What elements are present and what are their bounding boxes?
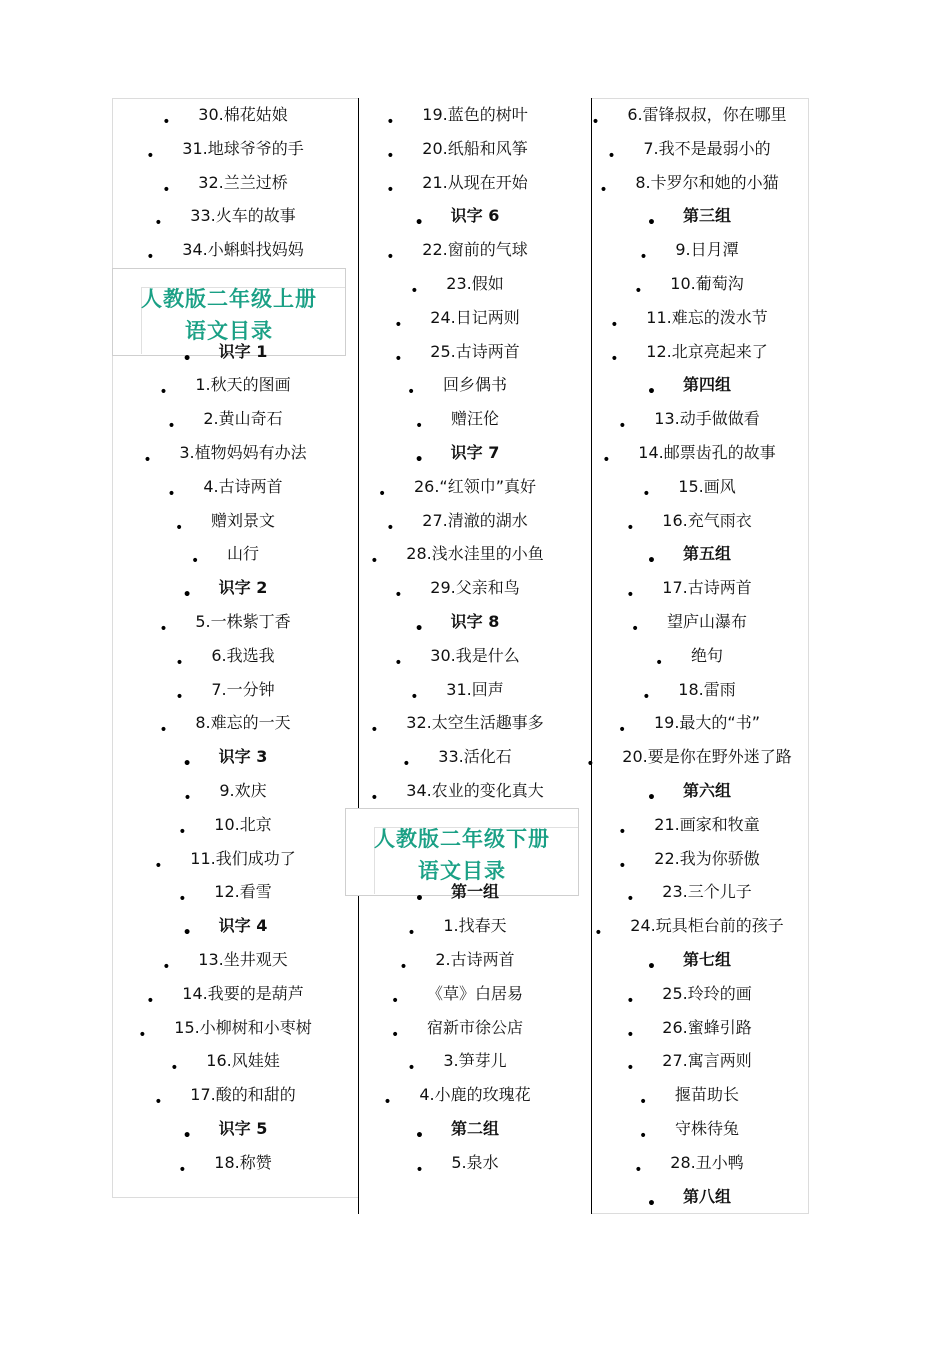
list-item-text: • 23.假如: [446, 274, 503, 293]
list-item: [360, 504, 590, 538]
list-item: [128, 1146, 358, 1180]
list-item-text: • 26.蜜蜂引路: [662, 1018, 751, 1037]
list-item-text: • 宿新市徐公店: [427, 1018, 523, 1037]
list-item-text: • 11.难忘的泼水节: [646, 308, 767, 327]
section-heading: [592, 199, 822, 233]
list-item-text: • 18.称赞: [214, 1153, 271, 1172]
list-item-text: • 8.卡罗尔和她的小猫: [635, 173, 778, 192]
section-heading: [360, 436, 590, 470]
list-item: [128, 673, 358, 707]
section-heading-text: • 识字 3: [219, 747, 268, 766]
list-item: [592, 504, 822, 538]
list-item-text: • 15.小柳树和小枣树: [174, 1018, 311, 1037]
section-heading: [128, 1112, 358, 1146]
list-item: [592, 571, 822, 605]
list-item-text: • 32.兰兰过桥: [198, 173, 287, 192]
section-heading-text: • 第六组: [683, 781, 731, 800]
list-item-text: • 17.酸的和甜的: [190, 1085, 295, 1104]
list-item: [128, 639, 358, 673]
list-item-text: • 22.我为你骄傲: [654, 849, 759, 868]
list-item: [592, 875, 822, 909]
list-item: [128, 436, 358, 470]
list-item: [592, 233, 822, 267]
section-heading-text: • 识字 7: [451, 443, 500, 462]
list-item: [592, 1011, 822, 1045]
column-divider-1: [358, 98, 359, 1214]
list-item: [592, 605, 822, 639]
list-item-text: • 19.最大的“书”: [654, 713, 760, 732]
list-item-text: • 28.丑小鸭: [670, 1153, 743, 1172]
section-heading-text: • 识字 2: [219, 578, 268, 597]
list-item-text: • 13.动手做做看: [654, 409, 759, 428]
list-item-text: • 11.我们成功了: [190, 849, 295, 868]
section-heading: [592, 943, 822, 977]
list-item-text: • 34.农业的变化真大: [406, 781, 543, 800]
lower-volume-title-line1: 人教版二年级下册: [374, 827, 550, 851]
list-item: [360, 1011, 590, 1045]
section-heading-text: • 第三组: [683, 206, 731, 225]
list-item: [360, 1146, 590, 1180]
list-item: [360, 639, 590, 673]
list-item-text: • 21.从现在开始: [422, 173, 527, 192]
list-item-text: • 8.难忘的一天: [195, 713, 290, 732]
list-item: [360, 98, 590, 132]
list-item-text: • 6.我选我: [211, 646, 274, 665]
list-item-text: • 4.小鹿的玫瑰花: [419, 1085, 530, 1104]
list-item-text: • 回乡偶书: [443, 375, 507, 394]
list-item-text: • 34.小蝌蚪找妈妈: [182, 240, 303, 259]
list-item-text: • 30.棉花姑娘: [198, 105, 287, 124]
list-item-text: • 32.太空生活趣事多: [406, 713, 543, 732]
list-item: [128, 875, 358, 909]
list-item: [128, 943, 358, 977]
list-item-text: • 19.蓝色的树叶: [422, 105, 527, 124]
list-item-text: • 6.雷锋叔叔，你在哪里: [627, 105, 786, 124]
list-item: [360, 537, 590, 571]
list-item-text: • 13.坐井观天: [198, 950, 287, 969]
list-item: [360, 166, 590, 200]
list-item-text: • 5.泉水: [451, 1153, 498, 1172]
list-item-text: • 3.笋芽儿: [443, 1051, 506, 1070]
section-heading-text: • 第四组: [683, 375, 731, 394]
list-item: [360, 470, 590, 504]
list-item-text: • 4.古诗两首: [203, 477, 282, 496]
list-item: [360, 706, 590, 740]
section-heading: [592, 537, 822, 571]
section-heading: [360, 1112, 590, 1146]
list-item-text: • 29.父亲和鸟: [430, 578, 519, 597]
list-item: [592, 267, 822, 301]
list-item-text: • 16.风娃娃: [206, 1051, 279, 1070]
section-heading-text: • 识字 5: [219, 1119, 268, 1138]
list-item-text: • 7.我不是最弱小的: [643, 139, 770, 158]
list-item: [128, 1078, 358, 1112]
list-item-text: • 16.充气雨衣: [662, 511, 751, 530]
list-item: [128, 470, 358, 504]
upper-volume-title-line1: 人教版二年级上册: [141, 287, 317, 311]
list-item-text: • 15.画风: [678, 477, 735, 496]
list-item: [360, 301, 590, 335]
list-item-text: • 10.葡萄沟: [670, 274, 743, 293]
list-item-text: • 21.画家和牧童: [654, 815, 759, 834]
upper-volume-title-line2: 语文目录: [185, 319, 273, 343]
list-item: [128, 402, 358, 436]
list-item-text: • 10.北京: [214, 815, 271, 834]
section-heading: [592, 774, 822, 808]
list-item-text: • 赠刘景文: [211, 511, 275, 530]
list-item: [592, 98, 822, 132]
list-item-text: • 28.浅水洼里的小鱼: [406, 544, 543, 563]
section-heading: [360, 605, 590, 639]
list-item-text: • 25.玲玲的画: [662, 984, 751, 1003]
list-item: [360, 335, 590, 369]
list-item-text: • 3.植物妈妈有办法: [179, 443, 306, 462]
list-item: [128, 504, 358, 538]
list-item: [592, 740, 822, 774]
list-item: [360, 774, 590, 808]
list-item-text: • 23.三个儿子: [662, 882, 751, 901]
list-item-text: • 赠汪伦: [451, 409, 499, 428]
section-heading: [360, 875, 590, 909]
list-item-text: • 33.火车的故事: [190, 206, 295, 225]
section-heading: [128, 335, 358, 369]
list-item-text: • 31.回声: [446, 680, 503, 699]
list-item: [360, 673, 590, 707]
section-heading-text: • 第七组: [683, 950, 731, 969]
list-item-text: • 20.纸船和风筝: [422, 139, 527, 158]
list-item-text: • 1.找春天: [443, 916, 506, 935]
list-item-text: • 27.清澈的湖水: [422, 511, 527, 530]
list-item-text: • 20.要是你在野外迷了路: [622, 747, 791, 766]
list-item: [128, 368, 358, 402]
list-item-text: • 9.欢庆: [219, 781, 266, 800]
section-heading: [128, 571, 358, 605]
list-item: [360, 267, 590, 301]
list-item: [360, 571, 590, 605]
list-item: [360, 132, 590, 166]
section-heading-text: • 识字 8: [451, 612, 500, 631]
list-item: [360, 402, 590, 436]
list-item: [592, 909, 822, 943]
section-heading-text: • 第八组: [683, 1187, 731, 1206]
list-item: [128, 233, 358, 267]
list-item: [128, 706, 358, 740]
section-heading: [128, 909, 358, 943]
section-heading-text: • 识字 4: [219, 916, 268, 935]
list-item: [592, 301, 822, 335]
list-item-text: • 守株待兔: [675, 1119, 739, 1138]
section-heading: [360, 199, 590, 233]
list-item: [128, 774, 358, 808]
list-item-text: • 14.邮票齿孔的故事: [638, 443, 775, 462]
list-item-text: • 9.日月潭: [675, 240, 738, 259]
list-item: [128, 166, 358, 200]
section-heading: [128, 740, 358, 774]
list-item: [592, 842, 822, 876]
list-item: [128, 977, 358, 1011]
list-item: [360, 943, 590, 977]
list-item: [360, 368, 590, 402]
section-heading-text: • 第五组: [683, 544, 731, 563]
list-item-text: • 24.玩具柜台前的孩子: [630, 916, 783, 935]
lower-volume-title-line2: 语文目录: [418, 859, 506, 883]
list-item-text: • 14.我要的是葫芦: [182, 984, 303, 1003]
list-item-text: • 27.寓言两则: [662, 1051, 751, 1070]
list-item-text: • 揠苗助长: [675, 1085, 739, 1104]
list-item-text: • 山行: [227, 544, 259, 563]
list-item: [360, 909, 590, 943]
list-item: [592, 1078, 822, 1112]
list-item: [128, 1044, 358, 1078]
list-item-text: • 33.活化石: [438, 747, 511, 766]
list-item-text: • 望庐山瀑布: [667, 612, 747, 631]
list-item: [360, 740, 590, 774]
list-item: [592, 132, 822, 166]
list-item: [128, 199, 358, 233]
list-item-text: • 《草》白居易: [427, 984, 523, 1003]
list-item: [592, 166, 822, 200]
list-item: [128, 605, 358, 639]
list-item: [592, 706, 822, 740]
list-item: [128, 1011, 358, 1045]
list-item: [592, 1044, 822, 1078]
list-item: [592, 402, 822, 436]
list-item-text: • 31.地球爷爷的手: [182, 139, 303, 158]
section-heading-text: • 第一组: [451, 882, 499, 901]
list-item: [128, 98, 358, 132]
list-item-text: • 2.黄山奇石: [203, 409, 282, 428]
list-item-text: • 17.古诗两首: [662, 578, 751, 597]
section-heading: [592, 368, 822, 402]
list-item: [128, 132, 358, 166]
list-item-text: • 绝句: [691, 646, 723, 665]
list-item: [592, 436, 822, 470]
list-item: [128, 537, 358, 571]
list-item-text: • 25.古诗两首: [430, 342, 519, 361]
list-item-text: • 22.窗前的气球: [422, 240, 527, 259]
list-item-text: • 24.日记两则: [430, 308, 519, 327]
list-item-text: • 7.一分钟: [211, 680, 274, 699]
section-heading-text: • 识字 1: [219, 342, 268, 361]
list-item-text: • 26.“红领巾”真好: [414, 477, 536, 496]
list-item: [592, 335, 822, 369]
list-item-text: • 2.古诗两首: [435, 950, 514, 969]
list-item: [592, 639, 822, 673]
list-item: [592, 470, 822, 504]
list-item-text: • 12.看雪: [214, 882, 271, 901]
section-heading-text: • 识字 6: [451, 206, 500, 225]
list-item: [592, 1112, 822, 1146]
list-item: [360, 233, 590, 267]
list-item: [592, 1146, 822, 1180]
list-item-text: • 1.秋天的图画: [195, 375, 290, 394]
list-item: [128, 842, 358, 876]
section-heading-text: • 第二组: [451, 1119, 499, 1138]
list-item: [128, 808, 358, 842]
list-item: [592, 808, 822, 842]
list-item: [592, 673, 822, 707]
list-item-text: • 18.雷雨: [678, 680, 735, 699]
list-item-text: • 30.我是什么: [430, 646, 519, 665]
list-item: [360, 1078, 590, 1112]
list-item: [360, 977, 590, 1011]
list-item-text: • 5.一株紫丁香: [195, 612, 290, 631]
section-heading: [592, 1180, 822, 1214]
list-item: [592, 977, 822, 1011]
list-item: [360, 1044, 590, 1078]
list-item-text: • 12.北京亮起来了: [646, 342, 767, 361]
